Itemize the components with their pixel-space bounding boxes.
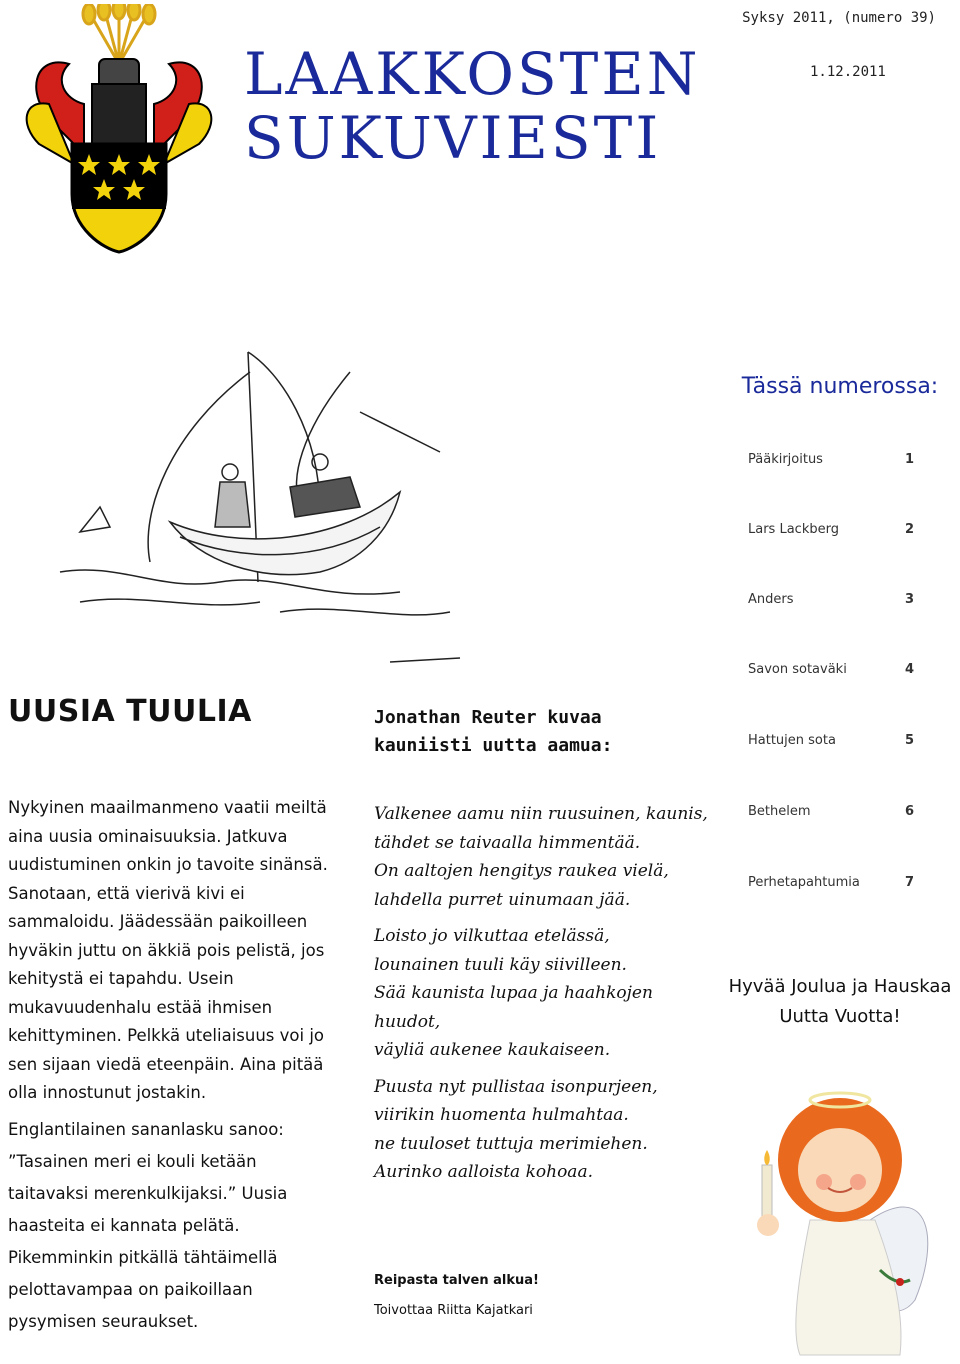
toc-item-page: 7 [904,875,914,890]
toc-item-page: 1 [904,452,914,467]
toc-item-page: 6 [904,804,914,819]
toc-item-page: 4 [904,662,914,677]
poem-stanza [374,800,714,914]
toc-item[interactable] [748,662,914,677]
poem-stanza [374,922,714,1065]
sailing-boat-sketch-image [20,312,508,682]
poem-line: Loisto jo vilkuttaa etelässä, [374,926,610,946]
poem-line: Sää kaunista lupaa ja haahkojen huudot, [374,983,653,1032]
poem-line: lounainen tuuli käy siivilleen. [374,954,627,975]
poem-signature [374,1266,539,1326]
toc-item[interactable] [748,733,914,748]
toc-item-page: 3 [904,592,914,607]
angel-with-candle-image [740,1070,940,1360]
article-body [8,794,338,1344]
poem-line: On aaltojen hengitys raukea vielä, [374,861,669,881]
poem-line: tähdet se taivaalla himmentää. [374,832,641,853]
holiday-greeting: Hyvää Joulua ja Hauskaa Uutta Vuotta! [728,976,952,1027]
poem-intro: Jonathan Reuter kuvaa kauniisti uutta aamua: [374,707,613,756]
poem-line: väyliä aukenee kaukaiseen. [374,1040,611,1060]
poem-stanza [374,1073,714,1187]
poem-line: viirikin huomenta hulmahtaa. [374,1105,629,1125]
toc-item-label: Lars Lackberg [748,522,839,537]
newsletter-title-line1: LAAKKOSTEN [244,40,701,108]
poem-line: Valkenee aamu niin ruusuinen, kaunis, [374,804,708,824]
toc-item-label: Anders [748,592,794,607]
poem-line: Aurinko aalloista kohoaa. [374,1162,593,1182]
family-crest-image [14,4,224,254]
article-paragraph: Nykyinen maailmanmeno vaatii meiltä aina uusia ominaisuuksia. Jatkuva uudistuminen onkin jo tavoite sinänsä. Sanotaan, että vierivä kivi ei sammaloidu. Jäädessään paikoilleen hyväkin juttu on äkkiä pois pelistä, jos kehitystä ei tapahdu. Usein mukavuudenhalu estää ihmisen kehittyminen. Pelkkä uteliaisuus voi jo sen sijaan viedä eteenpäin. Aina pitää olla innostunut jostakin. [8,798,328,1102]
poem-line: ne tuuloset tuttuja merimiehen. [374,1133,648,1154]
newsletter-title-line2: SUKUVIESTI [244,104,662,172]
toc-item[interactable] [748,804,914,819]
poem-line: Puusta nyt pullistaa isonpurjeen, [374,1076,658,1097]
issue-date: 1.12.2011 [810,64,886,80]
poem-author: Toivottaa Riitta Kajatkari [374,1303,533,1318]
poem-wish: Reipasta talven alkua! [374,1273,539,1288]
poem-body [374,800,714,1195]
toc-item-label: Hattujen sota [748,733,836,748]
toc-item-page: 5 [904,733,914,748]
toc-item[interactable] [748,452,914,467]
article-headline: UUSIA TUULIA [8,694,252,729]
toc-item[interactable] [748,522,914,537]
toc-item-label: Pääkirjoitus [748,452,823,467]
toc-item[interactable] [748,592,914,607]
poem-line: lahdella purret uinumaan jää. [374,889,631,910]
toc-item-label: Perhetapahtumia [748,875,860,890]
toc-item-label: Savon sotaväki [748,662,847,677]
toc-title: Tässä numerossa: [741,374,939,399]
toc-item-page: 2 [904,522,914,537]
toc-item-label: Bethelem [748,804,811,819]
article-paragraph: Englantilainen sananlasku sanoo: ”Tasainen meri ei kouli ketään taitavaksi merenkulkijaksi.” Uusia haasteita ei kannata pelätä. Pikemminkin pitkällä tähtäimellä pelottavampaa on paikoillaan pysymisen seuraukset. [8,1119,288,1331]
toc-item[interactable] [748,875,914,890]
issue-label: Syksy 2011, (numero 39) [742,10,936,26]
